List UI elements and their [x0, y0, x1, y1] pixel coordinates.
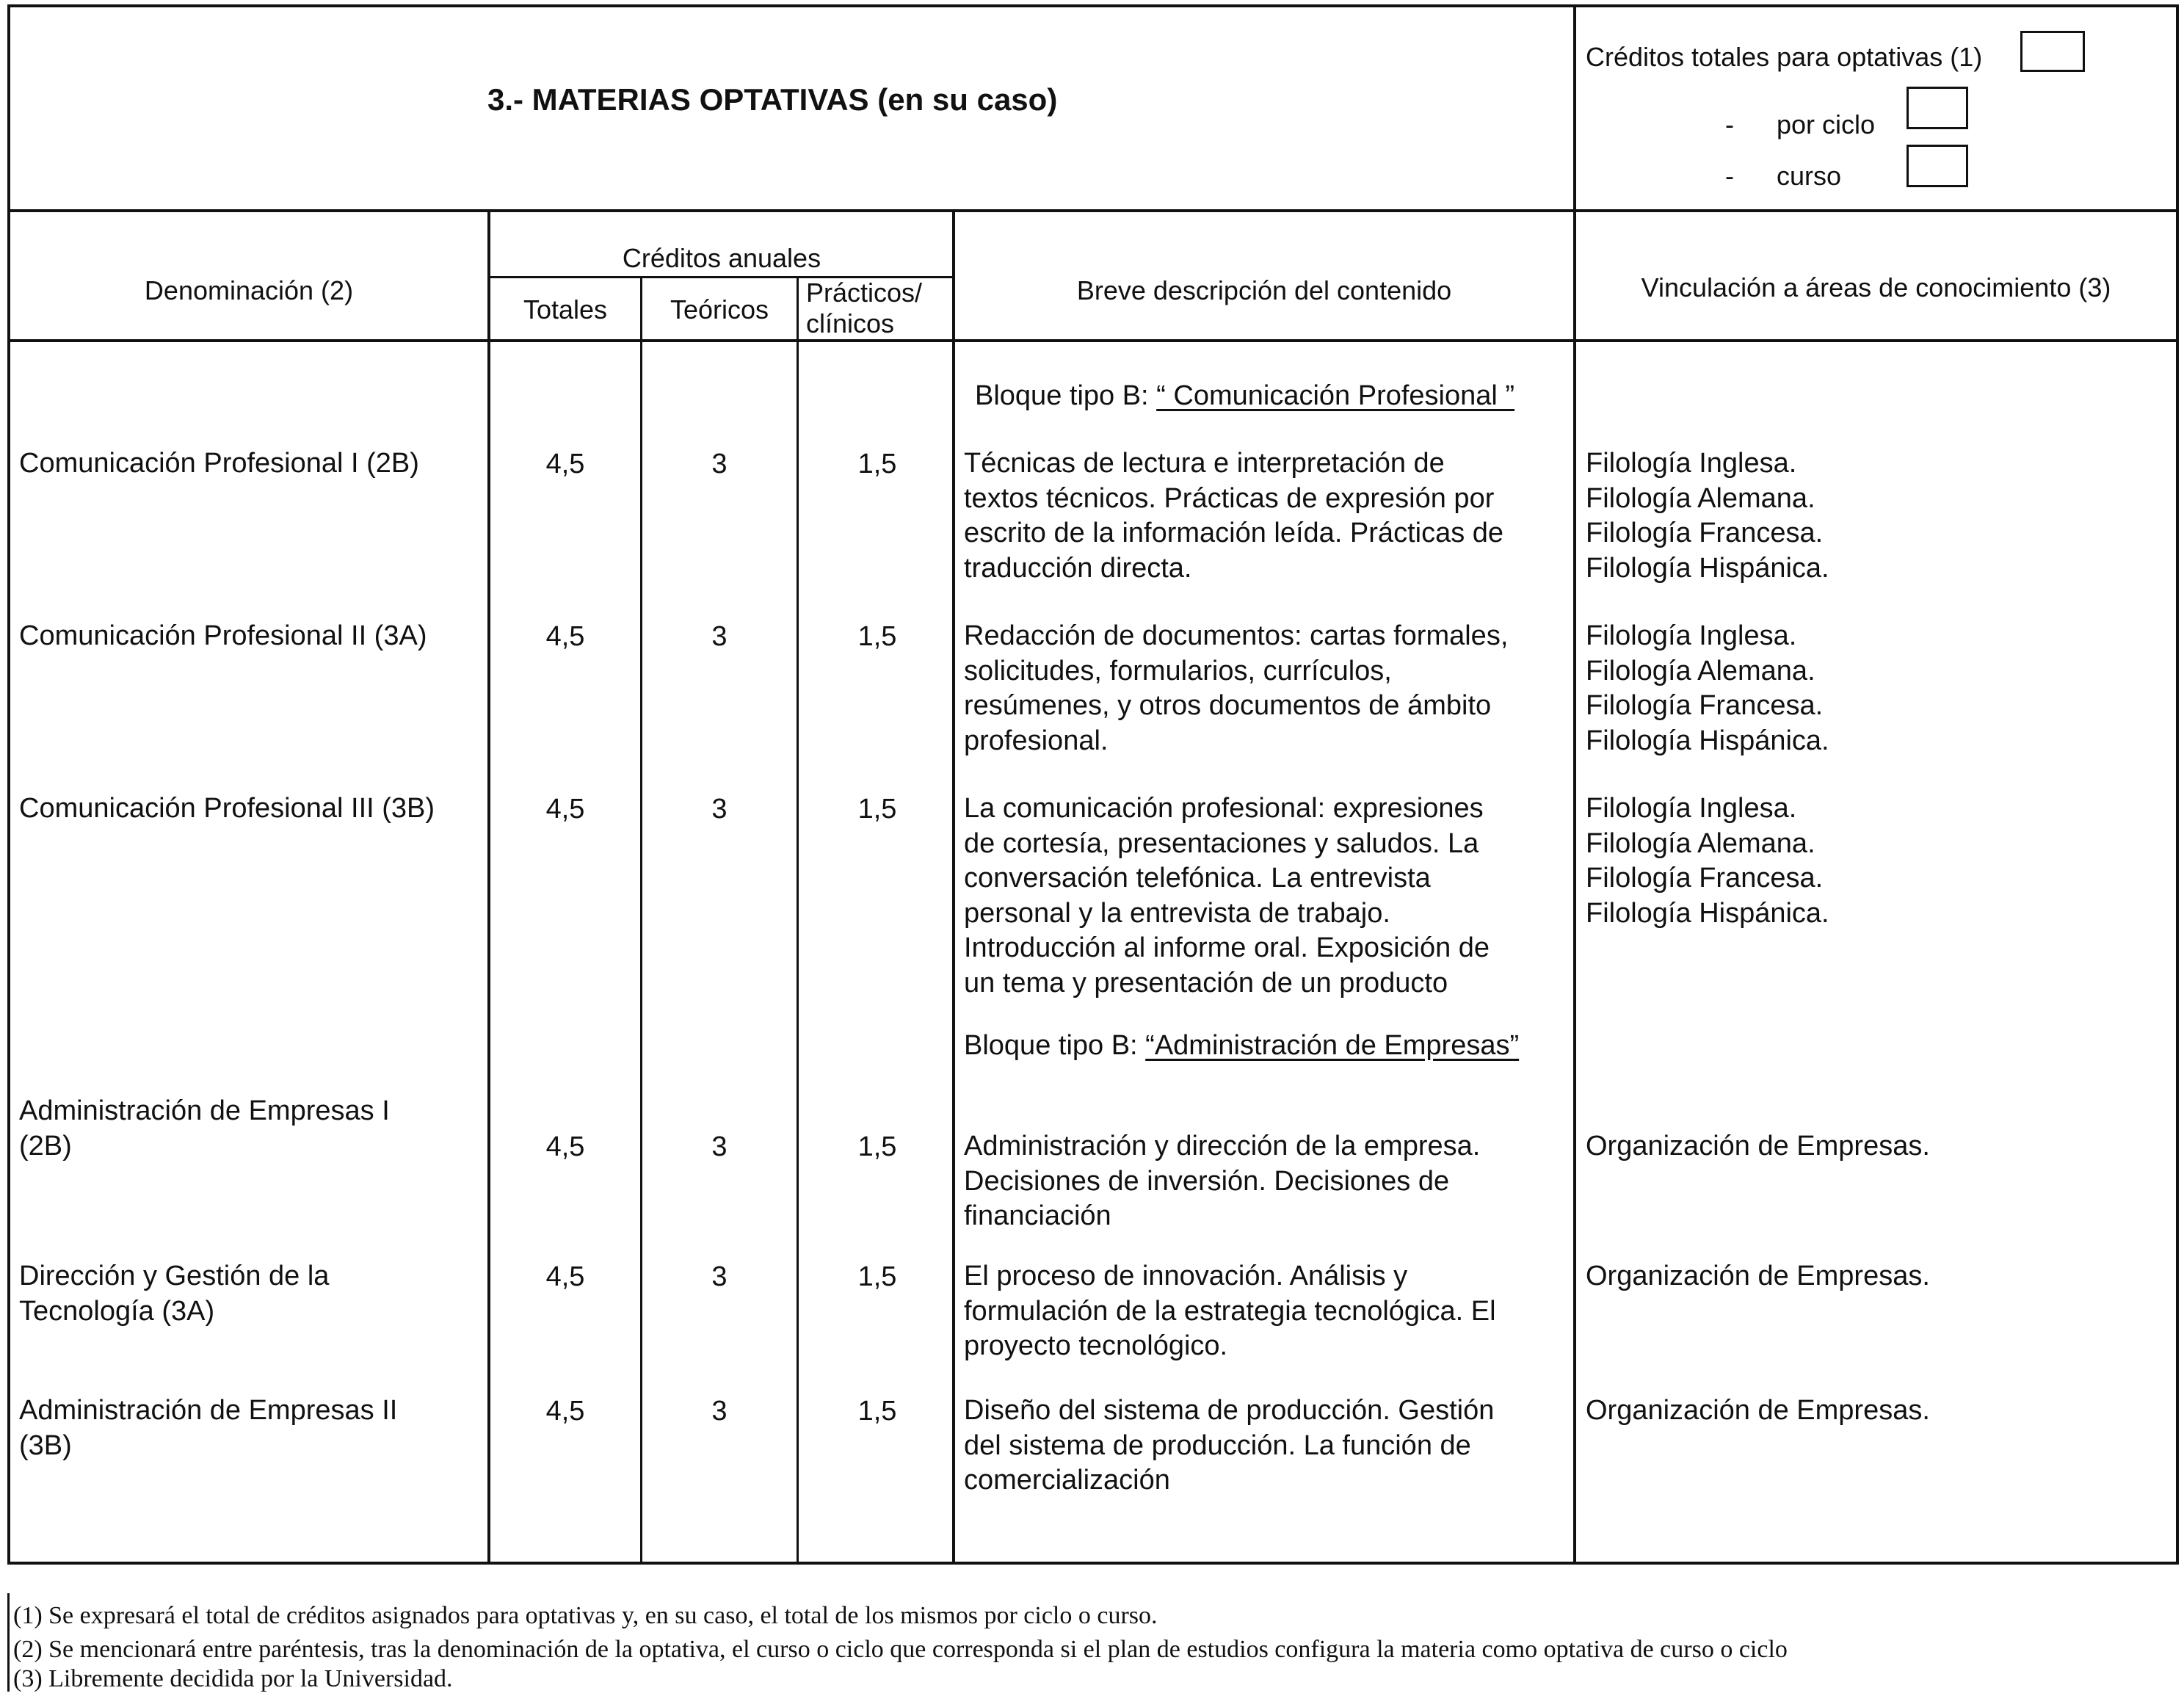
content-description: [964, 1394, 1494, 1499]
subject-name: [19, 1394, 397, 1463]
subject-name: [19, 1259, 329, 1329]
block-name: “Administración de Empresas”: [1145, 1030, 1520, 1061]
credits-practicos: 1,5: [857, 449, 897, 479]
table-border-right: [2176, 4, 2179, 1565]
credits-total-box: [2020, 31, 2085, 72]
subject-name: [19, 446, 419, 482]
credits-totales: 4,5: [545, 1131, 585, 1162]
subject-name: [19, 619, 427, 654]
knowledge-area: Filología Francesa.: [1586, 863, 1824, 894]
col-header-practicos: [806, 278, 922, 339]
title-credits-divider: [1573, 4, 1576, 212]
knowledge-areas: [1586, 1259, 1930, 1294]
knowledge-area: Organización de Empresas.: [1586, 1261, 1930, 1291]
credits-totales: 4,5: [545, 621, 585, 652]
description-line: Diseño del sistema de producción. Gestión: [964, 1395, 1495, 1426]
subject-name-line: Comunicación Profesional III (3B): [19, 793, 435, 824]
table-border-top: [7, 4, 2179, 7]
course-dash: -: [1725, 161, 1734, 191]
knowledge-area: Filología Francesa.: [1586, 690, 1824, 721]
knowledge-areas: [1586, 446, 1829, 586]
credits-totales: 4,5: [545, 1396, 585, 1427]
subject-name-line: Dirección y Gestión de la: [19, 1261, 330, 1291]
description-line: Decisiones de inversión. Decisiones de: [964, 1165, 1450, 1197]
credits-totales: 4,5: [545, 1261, 585, 1292]
subject-name-line: Comunicación Profesional II (3A): [19, 620, 427, 651]
col-divider-desc: [1573, 209, 1576, 1565]
description-line: Técnicas de lectura e interpretación de: [964, 448, 1445, 479]
page-title: 3.- MATERIAS OPTATIVAS (en su caso): [487, 82, 1058, 117]
knowledge-area: Organización de Empresas.: [1586, 1131, 1930, 1162]
knowledge-areas: [1586, 619, 1829, 758]
description-line: conversación telefónica. La entrevista: [964, 863, 1431, 894]
per-cycle-dash: -: [1725, 109, 1734, 139]
content-description: [964, 619, 1508, 758]
col-header-totales: Totales: [523, 294, 608, 325]
subject-name-line: Tecnología (3A): [19, 1295, 215, 1327]
description-line: del sistema de producción. La función de: [964, 1429, 1471, 1461]
subject-name-line: (2B): [19, 1130, 72, 1162]
description-line: de cortesía, presentaciones y saludos. La: [964, 827, 1479, 859]
col-header-practicos-line2: clínicos: [806, 308, 895, 338]
credits-total-label: Créditos totales para optativas (1): [1586, 42, 1983, 72]
column-header-divider: [7, 339, 2179, 342]
description-line: El proceso de innovación. Análisis y: [964, 1261, 1408, 1291]
credits-teoricos: 3: [711, 1131, 728, 1162]
knowledge-areas: [1586, 1129, 1930, 1164]
knowledge-area: Filología Hispánica.: [1586, 552, 1829, 584]
table-border-bottom: [7, 1562, 2179, 1565]
col-divider-teoricos: [797, 276, 799, 1565]
description-line: profesional.: [964, 725, 1109, 756]
block-prefix: Bloque tipo B:: [975, 380, 1157, 411]
credits-teoricos: 3: [711, 1261, 728, 1292]
subject-name-line: Administración de Empresas I: [19, 1095, 390, 1126]
subject-name: [19, 791, 435, 827]
content-description: [964, 446, 1503, 586]
col-divider-practicos: [952, 209, 955, 1565]
course-box: [1907, 145, 1968, 187]
description-line: financiación: [964, 1200, 1111, 1231]
description-line: formulación de la estrategia tecnológica. El: [964, 1295, 1496, 1327]
per-cycle-label: por ciclo: [1777, 109, 1876, 139]
knowledge-area: Filología Hispánica.: [1586, 897, 1829, 929]
per-cycle-box: [1907, 87, 1968, 129]
credits-practicos: 1,5: [857, 1261, 897, 1292]
col-divider-name: [487, 209, 490, 1565]
knowledge-areas: [1586, 791, 1829, 931]
description-line: comercialización: [964, 1465, 1170, 1496]
subject-name-line: Comunicación Profesional I (2B): [19, 448, 419, 479]
knowledge-area: Filología Hispánica.: [1586, 725, 1829, 756]
subject-name: [19, 1094, 390, 1164]
description-line: Introducción al informe oral. Exposición de: [964, 932, 1490, 963]
course-label: curso: [1777, 161, 1842, 191]
knowledge-area: Filología Alemana.: [1586, 655, 1815, 686]
col-header-practicos-line1: Prácticos/: [806, 278, 923, 308]
description-line: personal y la entrevista de trabajo.: [964, 897, 1390, 929]
knowledge-area: Filología Alemana.: [1586, 827, 1815, 859]
content-description: [964, 1259, 1496, 1364]
subject-name-line: Administración de Empresas II: [19, 1395, 398, 1426]
col-header-vinculacion: Vinculación a áreas de conocimiento (3): [1641, 272, 2111, 302]
description-line: La comunicación profesional: expresiones: [964, 793, 1484, 824]
description-line: solicitudes, formularios, currículos,: [964, 655, 1392, 686]
credits-practicos: 1,5: [857, 1396, 897, 1427]
description-line: textos técnicos. Prácticas de expresión por: [964, 482, 1495, 514]
credits-practicos: 1,5: [857, 794, 897, 825]
footnote-3: (3) Libremente decidida por la Universidad.: [13, 1665, 453, 1692]
credits-teoricos: 3: [711, 449, 728, 479]
description-line: escrito de la información leída. Prácticas de: [964, 518, 1504, 548]
header-divider: [7, 209, 2179, 212]
description-line: proyecto tecnológico.: [964, 1330, 1228, 1361]
footnote-1: (1) Se expresará el total de créditos asignados para optativas y, en su caso, el total de los mismos por ciclo o curso.: [13, 1602, 1158, 1629]
block-prefix: Bloque tipo B:: [964, 1030, 1146, 1061]
content-description: [964, 1129, 1480, 1234]
knowledge-area: Filología Inglesa.: [1586, 448, 1797, 479]
block-heading-comunicacion: [975, 378, 1514, 413]
subject-name-line: (3B): [19, 1429, 72, 1461]
footnote-2: (2) Se mencionará entre paréntesis, tras la denominación de la optativa, el curso o ciclo que corresponda si el plan de estudios configura la materia como optativa de curso o ciclo: [13, 1636, 1788, 1663]
knowledge-areas: [1586, 1394, 1930, 1429]
col-header-teoricos: Teóricos: [670, 294, 769, 325]
credits-teoricos: 3: [711, 1396, 728, 1427]
credits-practicos: 1,5: [857, 1131, 897, 1162]
knowledge-area: Filología Alemana.: [1586, 482, 1815, 514]
block-heading-administracion: [964, 1028, 1519, 1063]
credits-totales: 4,5: [545, 794, 585, 825]
description-line: resúmenes, y otros documentos de ámbito: [964, 690, 1492, 721]
knowledge-area: Organización de Empresas.: [1586, 1395, 1930, 1426]
block-name: “ Comunicación Profesional ”: [1156, 380, 1515, 411]
description-line: un tema y presentación de un producto: [964, 967, 1448, 999]
credits-totales: 4,5: [545, 449, 585, 479]
col-header-denominacion: Denominación (2): [144, 275, 354, 305]
description-line: Administración y dirección de la empresa.: [964, 1131, 1481, 1162]
knowledge-area: Filología Francesa.: [1586, 518, 1824, 548]
credits-teoricos: 3: [711, 794, 728, 825]
footnote-left-rule: [7, 1593, 10, 1692]
credits-teoricos: 3: [711, 621, 728, 652]
knowledge-area: Filología Inglesa.: [1586, 620, 1797, 651]
credits-practicos: 1,5: [857, 621, 897, 652]
knowledge-area: Filología Inglesa.: [1586, 793, 1797, 824]
description-line: traducción directa.: [964, 552, 1192, 584]
description-line: Redacción de documentos: cartas formales,: [964, 620, 1509, 651]
col-header-descripcion: Breve descripción del contenido: [1076, 275, 1452, 305]
col-header-creditos-anuales: Créditos anuales: [622, 243, 821, 273]
content-description: [964, 791, 1490, 1001]
table-border-left: [7, 4, 10, 1565]
